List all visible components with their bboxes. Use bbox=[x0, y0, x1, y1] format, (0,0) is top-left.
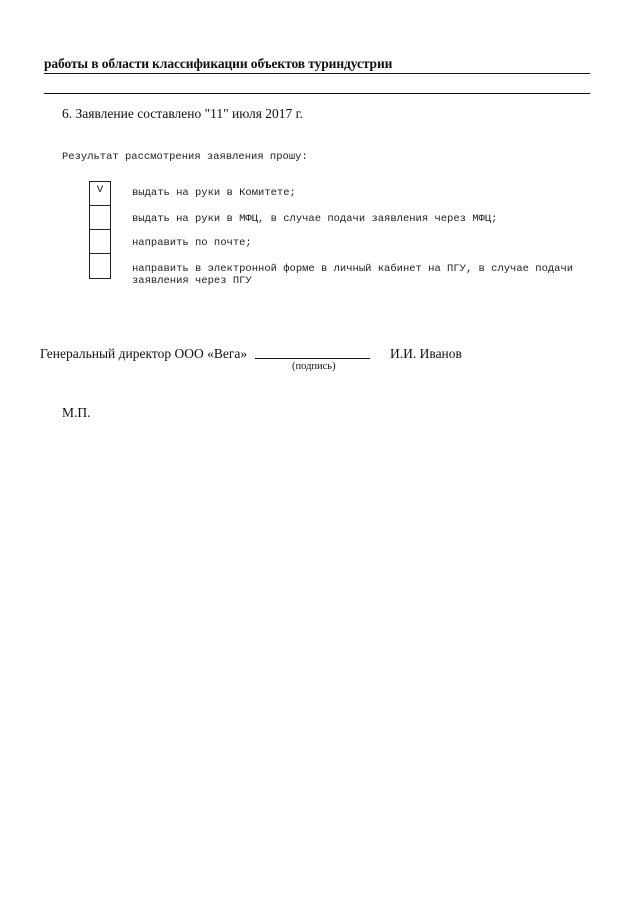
header-continuation-text: работы в области классификации объектов туриндустрии bbox=[44, 56, 393, 71]
delivery-checkbox-grid bbox=[89, 181, 111, 279]
option-label-in-mfc: выдать на руки в МФЦ, в случае подачи заявления через МФЦ; bbox=[132, 213, 498, 225]
checkbox-by-post[interactable] bbox=[90, 230, 110, 254]
signature-caption: (подпись) bbox=[292, 361, 336, 372]
option-label-electronic: направить в электронной форме в личный кабинет на ПГУ, в случае подачи заявления через ПГУ bbox=[132, 263, 574, 287]
stamp-placeholder: М.П. bbox=[62, 405, 91, 420]
option-label-by-post: направить по почте; bbox=[132, 237, 252, 249]
signature-line bbox=[255, 358, 370, 359]
signer-name: И.И. Иванов bbox=[390, 346, 462, 361]
signer-position: Генеральный директор ООО «Вега» bbox=[40, 346, 248, 361]
delivery-heading: Результат рассмотрения заявления прошу: bbox=[62, 151, 308, 163]
checkbox-in-mfc[interactable] bbox=[90, 206, 110, 230]
checkbox-electronic[interactable] bbox=[90, 254, 110, 278]
application-date-statement: 6. Заявление составлено "11" июля 2017 г. bbox=[62, 106, 304, 121]
section-divider bbox=[44, 93, 590, 94]
header-underline bbox=[44, 73, 590, 74]
option-label-in-committee: выдать на руки в Комитете; bbox=[132, 187, 296, 199]
checkbox-in-committee[interactable]: V bbox=[90, 182, 110, 206]
